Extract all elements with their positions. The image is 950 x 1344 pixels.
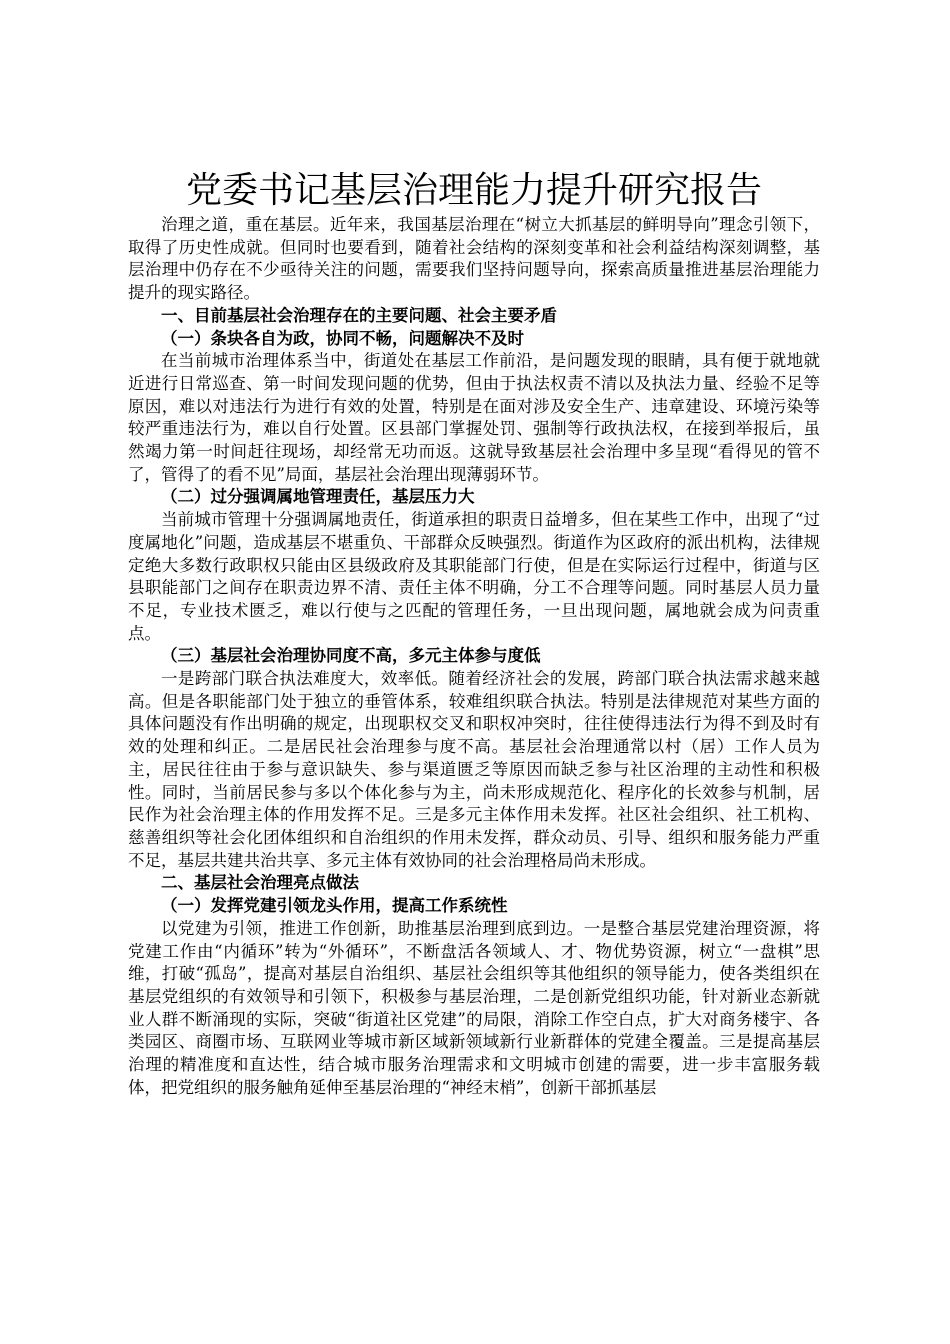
- intro-paragraph: 治理之道，重在基层。近年来，我国基层治理在“树立大抓基层的鲜明导向”理念引领下，取得了历史性成就。但同时也要看到，随着社会结构的深刻变革和社会利益结构深刻调整，基层治理中仍存在不少亟待关注的问题，需要我们坚持问题导向，探索高质量推进基层治理能力提升的现实路径。: [128, 215, 820, 303]
- body-paragraph-2-1: 以党建为引领，推进工作创新，助推基层治理到底到边。一是整合基层党建治理资源，将党建工作由“内循环”转为“外循环”，不断盘活各领域人、才、物优势资源，树立“一盘棋”思维，打破“孤岛”，提高对基层自治组织、基层社会组织等其他组织的领导能力，使各类组织在基层党组织的有效领导和引领下，积极参与基层治理，二是创新党组织功能，针对新业态新就业人群不断涌现的实际，突破“街道社区党建”的局限，消除工作空白点，扩大对商务楼宇、各类园区、商圈市场、互联网业等城市新区域新领域新行业新群体的党建全覆盖。三是提高基层治理的精准度和直达性，结合城市服务治理需求和文明城市创建的需要，进一步丰富服务载体，把党组织的服务触角延伸至基层治理的“神经末梢”，创新干部抓基层: [128, 918, 820, 1097]
- body-paragraph-1-1: 在当前城市治理体系当中，街道处在基层工作前沿，是问题发现的眼睛，具有便于就地就近进行日常巡查、第一时间发现问题的优势，但由于执法权责不清以及执法力量、经验不足等原因，难以对违法行为进行有效的处置，特别是在面对涉及安全生产、违章建设、环境污染等较严重违法行为，难以自行处置。区县部门掌握处罚、强制等行政执法权，在接到举报后，虽然竭力第一时间赶往现场，却经常无功而返。这就导致基层社会治理中多呈现“看得见的管不了，管得了的看不见”局面，基层社会治理出现薄弱环节。: [128, 351, 820, 484]
- document-title: 党委书记基层治理能力提升研究报告: [185, 170, 762, 211]
- subsection-heading-2-1: （一）发挥党建引领龙头作用，提高工作系统性: [161, 896, 508, 916]
- section-heading-2: 二、基层社会治理亮点做法: [161, 873, 359, 893]
- subsection-heading-1-2: （二）过分强调属地管理责任，基层压力大: [161, 487, 475, 507]
- section-heading-1: 一、目前基层社会治理存在的主要问题、社会主要矛盾: [161, 305, 557, 325]
- document-page: [128, 168, 820, 1099]
- subsection-heading-1-1: （一）条块各自为政，协同不畅，问题解决不及时: [161, 328, 524, 348]
- body-paragraph-1-3: 一是跨部门联合执法难度大，效率低。随着经济社会的发展，跨部门联合执法需求越来越高。但是各职能部门处于独立的垂管体系，较难组织联合执法。特别是法律规范对某些方面的具体问题没有作出明确的规定，出现职权交叉和职权冲突时，往往使得违法行为得不到及时有效的处理和纠正。二是居民社会治理参与度不高。基层社会治理通常以村（居）工作人员为主，居民往往由于参与意识缺失、参与渠道匮乏等原因而缺乏参与社区治理的主动性和积极性。同时，当前居民参与多以个体化参与为主，尚未形成规范化、程序化的长效参与机制，居民作为社会治理主体的作用发挥不足。三是多元主体作用未发挥。社区社会组织、社工机构、慈善组织等社会化团体组织和自治组织的作用未发挥，群众动员、引导、组织和服务能力严重不足，基层共建共治共享、多元主体有效协同的社会治理格局尚未形成。: [128, 669, 820, 870]
- body-paragraph-1-2: 当前城市管理十分强调属地责任，街道承担的职责日益增多，但在某些工作中，出现了“过度属地化”问题，造成基层不堪重负、干部群众反映强烈。街道作为区政府的派出机构，法律规定绝大多数行政职权只能由区县级政府及其职能部门行使，但是在实际运行过程中，街道与区县职能部门之间存在职责边界不清、责任主体不明确，分工不合理等问题。同时基层人员力量不足，专业技术匮乏，难以行使与之匹配的管理任务，一旦出现问题，属地就会成为问责重点。: [128, 510, 820, 643]
- subsection-heading-1-3: （三）基层社会治理协同度不高，多元主体参与度低: [161, 646, 541, 666]
